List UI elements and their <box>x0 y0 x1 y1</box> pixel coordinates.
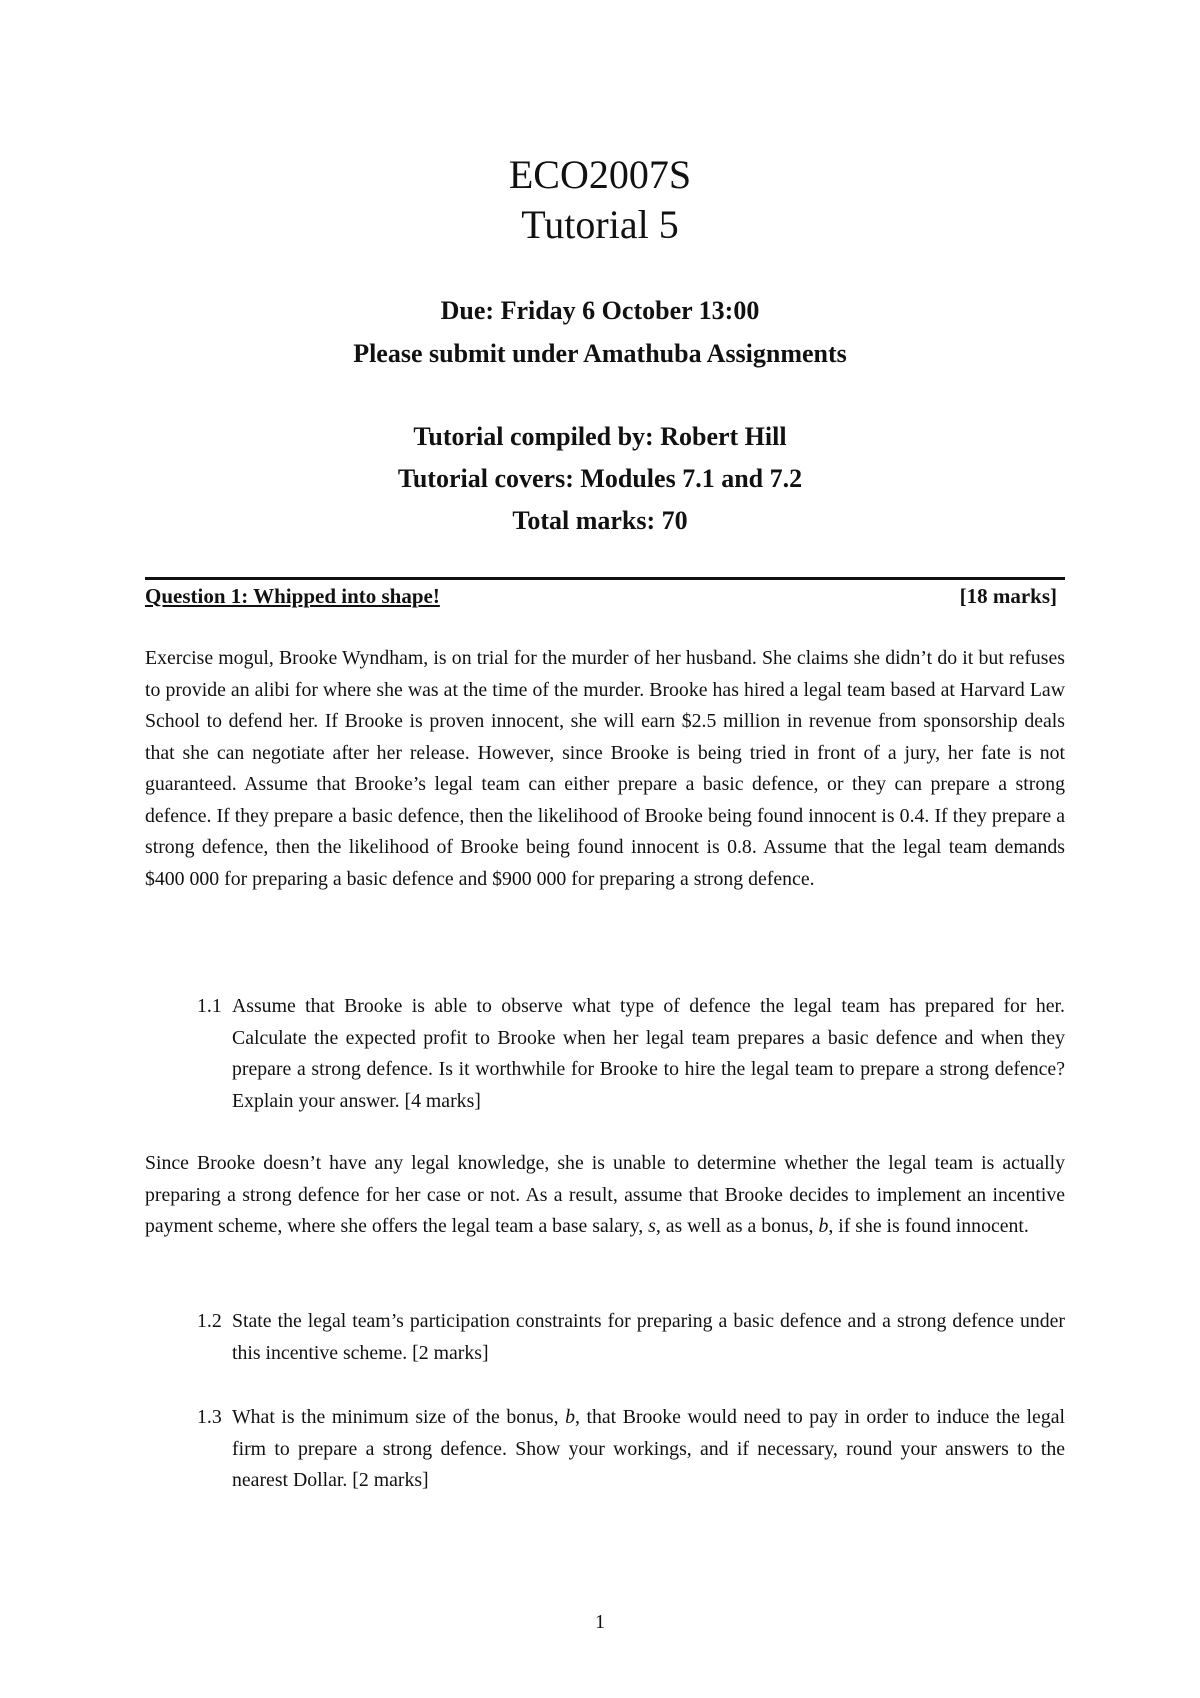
sub-question-text <box>232 1402 1065 1497</box>
sub-question-text-part: , that Brooke would need to pay in order to induce the legal firm to prepare a strong defence. Show your workings, and if necessary, round your answers to the nearest Dollar. [2 marks] <box>232 1406 1065 1491</box>
paragraph-text: , as well as a bonus, <box>655 1215 819 1237</box>
question-title: Question 1: Whipped into shape! <box>145 584 440 608</box>
modules-covered: Tutorial covers: Modules 7.1 and 7.2 <box>397 464 803 493</box>
tutorial-title: Tutorial 5 <box>521 202 679 247</box>
question-header <box>145 584 1057 614</box>
bonus-variable: b <box>565 1406 575 1428</box>
sub-question-number: 1.2 <box>197 1310 222 1332</box>
submission-instructions: Please submit under Amathuba Assignments <box>353 339 847 368</box>
sub-question-1-1 <box>197 991 1065 1117</box>
salary-variable: s <box>648 1215 656 1237</box>
course-code: ECO2007S <box>508 152 692 197</box>
compiled-by: Tutorial compiled by: Robert Hill <box>413 422 787 451</box>
sub-question-text-part: What is the minimum size of the bonus, <box>232 1406 566 1428</box>
question-marks: [18 marks] <box>959 584 1057 608</box>
incentive-scheme-paragraph <box>145 1148 1065 1243</box>
sub-question-number: 1.3 <box>197 1406 222 1428</box>
sub-question-number: 1.1 <box>197 995 222 1017</box>
bonus-variable: b <box>818 1215 829 1237</box>
sub-question-1-2 <box>197 1306 1065 1369</box>
question-intro-paragraph: Exercise mogul, Brooke Wyndham, is on trial for the murder of her husband. She claims she didn’t do it but refuses to provide an alibi for where she was at the time of the murder. Brooke has hired a legal team based at Harvard Law School to defend her. If Brooke is proven innocent, she will earn $2.5 million in revenue from sponsorship deals that she can negotiate after her release. However, since Brooke is being tried in front of a jury, her fate is not guaranteed. Assume that Brooke’s legal team can either prepare a basic defence, or they can prepare a strong defence. If they prepare a basic defence, then the likelihood of Brooke being found innocent is 0.4. If they prepare a strong defence, then the likelihood of Brooke being found innocent is 0.8. Assume that the legal team demands $400 000 for preparing a basic defence and $900 000 for preparing a strong defence. <box>145 647 1065 890</box>
paragraph-text: Since Brooke doesn’t have any legal knowledge, she is unable to determine whether the legal team is actually preparing a strong defence for her case or not. As a result, assume that Brooke decides to implement an incentive payment scheme, where she offers the legal team a base salary, <box>145 1152 1065 1237</box>
sub-question-text: Assume that Brooke is able to observe what type of defence the legal team has prepared for her. Calculate the expected profit to Brooke when her legal team prepares a basic defence and when they prepare a strong defence. Is it worthwhile for Brooke to hire the legal team to prepare a strong defence? Explain your answer. [4 marks] <box>232 995 1065 1112</box>
sub-question-1-3 <box>197 1402 1065 1497</box>
paragraph-text: , if she is found innocent. <box>828 1215 1029 1237</box>
sub-question-text: State the legal team’s participation constraints for preparing a basic defence and a strong defence under this incentive scheme. [2 marks] <box>232 1310 1065 1364</box>
section-divider <box>145 577 1065 580</box>
page-number: 1 <box>595 1611 605 1633</box>
total-marks: Total marks: 70 <box>512 506 688 535</box>
due-date: Due: Friday 6 October 13:00 <box>440 296 760 325</box>
